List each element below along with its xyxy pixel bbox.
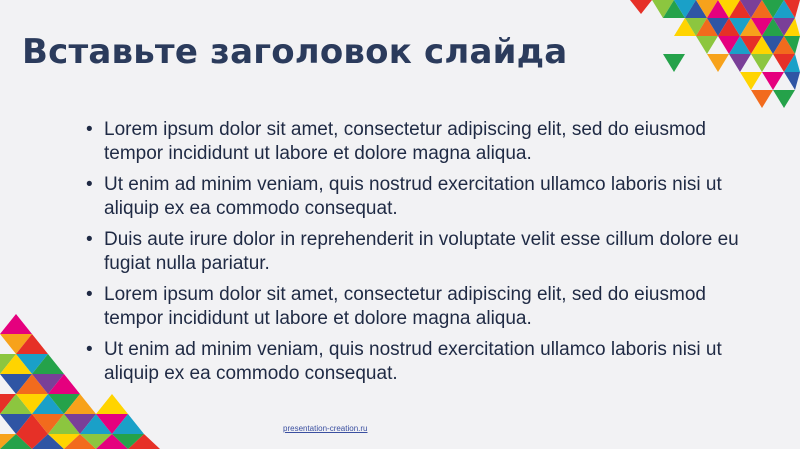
bullet-text: Duis aute irure dolor in reprehenderit in voluptate velit esse cillum dolore eu fugiat nulla pariatur. bbox=[104, 229, 739, 274]
bullet-list bbox=[86, 118, 746, 393]
bullet-text: Ut enim ad minim veniam, quis nostrud exercitation ullamco laboris nisi ut aliquip ex ea commodo consequat. bbox=[104, 174, 722, 219]
footer-link[interactable]: presentation-creation.ru bbox=[283, 424, 368, 433]
bullet-text: Ut enim ad minim veniam, quis nostrud exercitation ullamco laboris nisi ut aliquip ex ea commodo consequat. bbox=[104, 339, 722, 384]
bullet-item bbox=[86, 228, 746, 275]
bullet-dot-icon: • bbox=[86, 284, 93, 305]
bullet-item bbox=[86, 173, 746, 220]
bullet-dot-icon: • bbox=[86, 229, 93, 250]
bullet-text: Lorem ipsum dolor sit amet, consectetur adipiscing elit, sed do eiusmod tempor incididunt ut labore et dolore magna aliqua. bbox=[104, 119, 706, 164]
slide-title: Вставьте заголовок слайда bbox=[22, 32, 568, 72]
bullet-item bbox=[86, 338, 746, 385]
decorative-mosaic-top-right bbox=[630, 0, 800, 120]
bullet-text: Lorem ipsum dolor sit amet, consectetur adipiscing elit, sed do eiusmod tempor incididunt ut labore et dolore magna aliqua. bbox=[104, 284, 706, 329]
bullet-item bbox=[86, 283, 746, 330]
bullet-dot-icon: • bbox=[86, 119, 93, 140]
bullet-dot-icon: • bbox=[86, 339, 93, 360]
footer bbox=[283, 424, 368, 433]
decorative-mosaic-bottom-left bbox=[0, 314, 170, 449]
bullet-item bbox=[86, 118, 746, 165]
bullet-dot-icon: • bbox=[86, 174, 93, 195]
